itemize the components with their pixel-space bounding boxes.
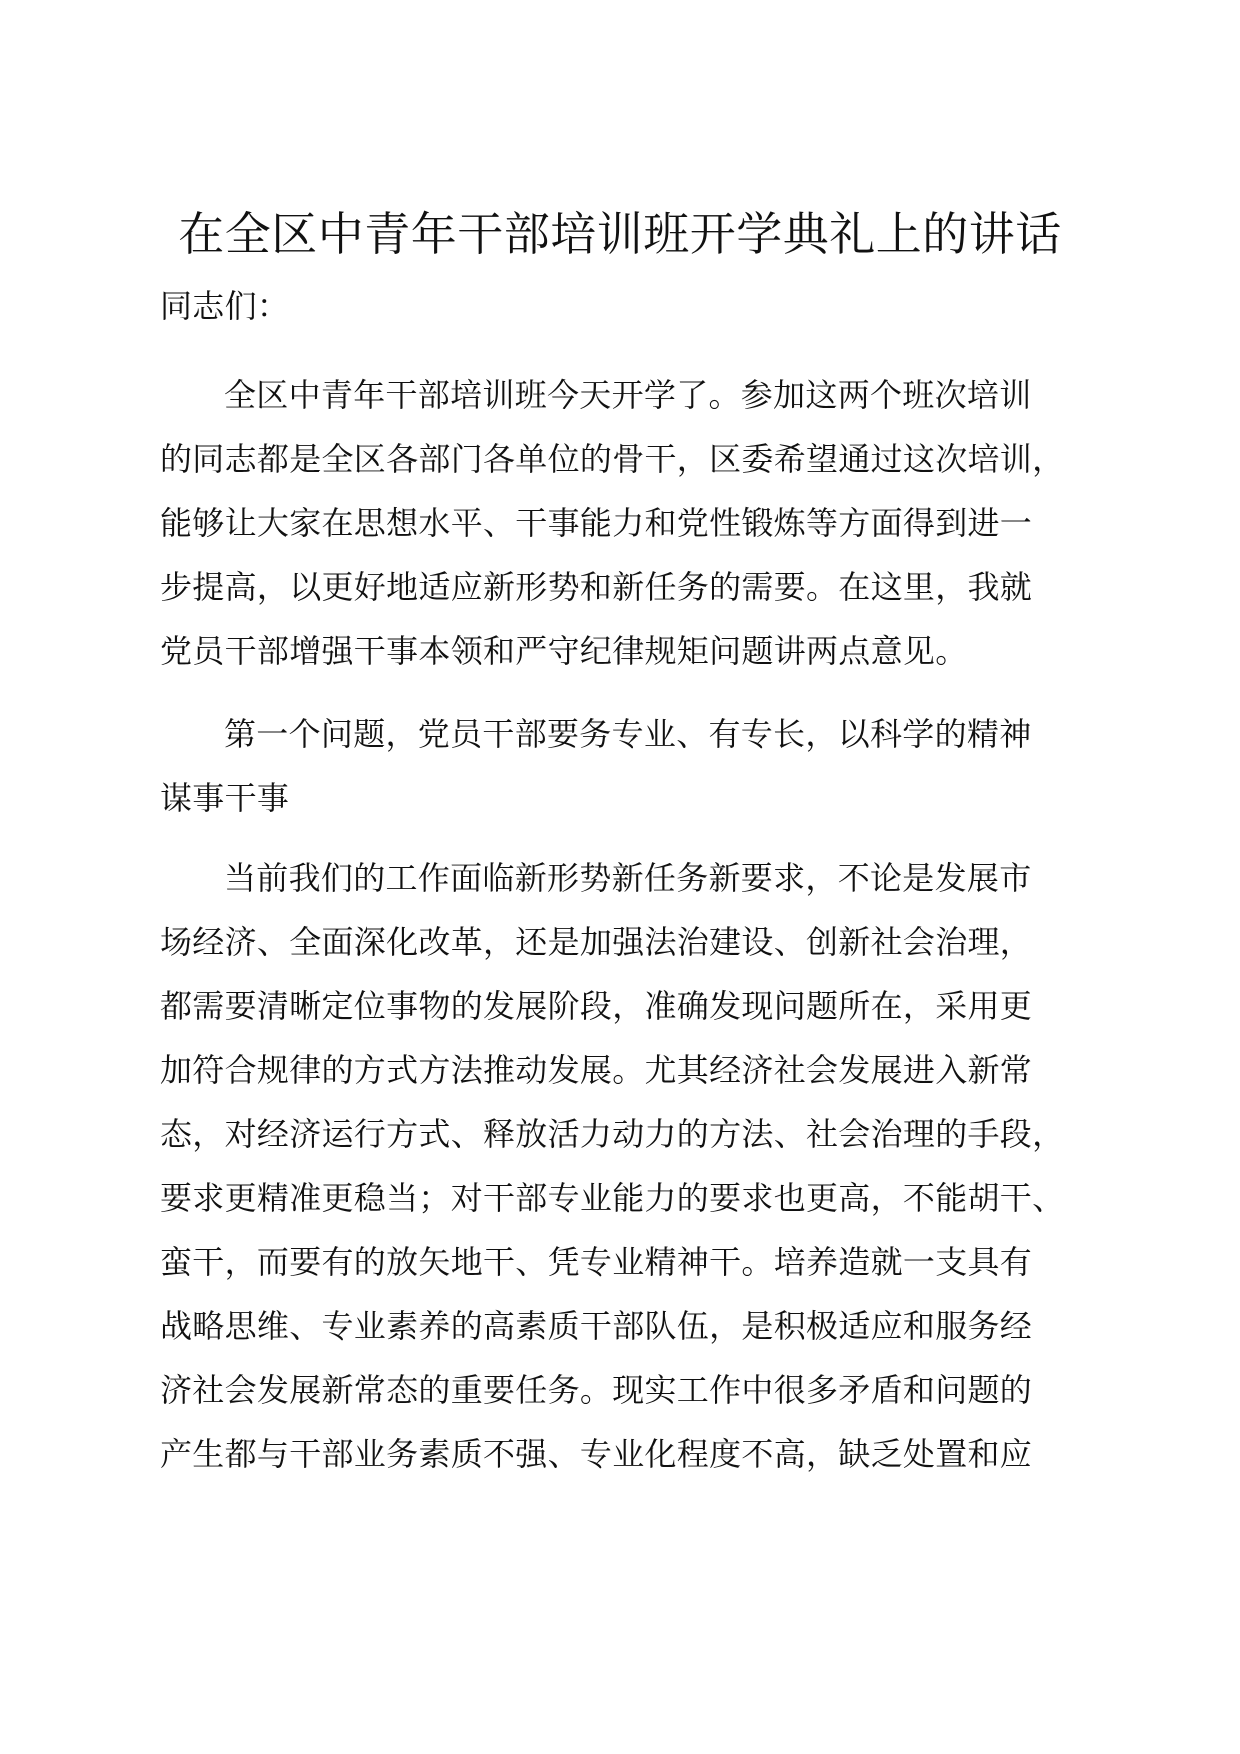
paragraph-line: 态，对经济运行方式、释放活力动力的方法、社会治理的手段， — [160, 1115, 1065, 1153]
paragraph-line: 济社会发展新常态的重要任务。现实工作中很多矛盾和问题的 — [160, 1371, 1033, 1409]
paragraph-line: 步提高，以更好地适应新形势和新任务的需要。在这里，我就 — [160, 568, 1033, 606]
paragraph-line: 都需要清晰定位事物的发展阶段，准确发现问题所在，采用更 — [160, 987, 1033, 1025]
document-title: 在全区中青年干部培训班开学典礼上的讲话 — [178, 207, 1062, 261]
paragraph-line: 能够让大家在思想水平、干事能力和党性锻炼等方面得到进一 — [160, 504, 1033, 542]
paragraph-line: 的同志都是全区各部门各单位的骨干，区委希望通过这次培训， — [160, 440, 1065, 478]
paragraph-intro — [160, 363, 1080, 683]
paragraph-line: 要求更精准更稳当；对干部专业能力的要求也更高，不能胡干、 — [160, 1179, 1065, 1217]
section-heading-1 — [160, 702, 1080, 830]
paragraph-line: 蛮干，而要有的放矢地干、凭专业精神干。培养造就一支具有 — [160, 1243, 1033, 1281]
heading-line: 第一个问题，党员干部要务专业、有专长，以科学的精神 — [224, 715, 1032, 753]
salutation: 同志们： — [160, 287, 290, 325]
paragraph-line: 全区中青年干部培训班今天开学了。参加这两个班次培训 — [224, 376, 1032, 414]
paragraph-line: 产生都与干部业务素质不强、专业化程度不高，缺乏处置和应 — [160, 1435, 1033, 1473]
paragraph-line: 党员干部增强干事本领和严守纪律规矩问题讲两点意见。 — [160, 632, 968, 670]
paragraph-line: 当前我们的工作面临新形势新任务新要求，不论是发展市 — [224, 859, 1032, 897]
heading-line: 谋事干事 — [160, 779, 290, 817]
paragraph-body — [160, 846, 1080, 1486]
paragraph-line: 加符合规律的方式方法推动发展。尤其经济社会发展进入新常 — [160, 1051, 1033, 1089]
paragraph-line: 战略思维、专业素养的高素质干部队伍，是积极适应和服务经 — [160, 1307, 1033, 1345]
paragraph-line: 场经济、全面深化改革，还是加强法治建设、创新社会治理， — [160, 923, 1033, 961]
